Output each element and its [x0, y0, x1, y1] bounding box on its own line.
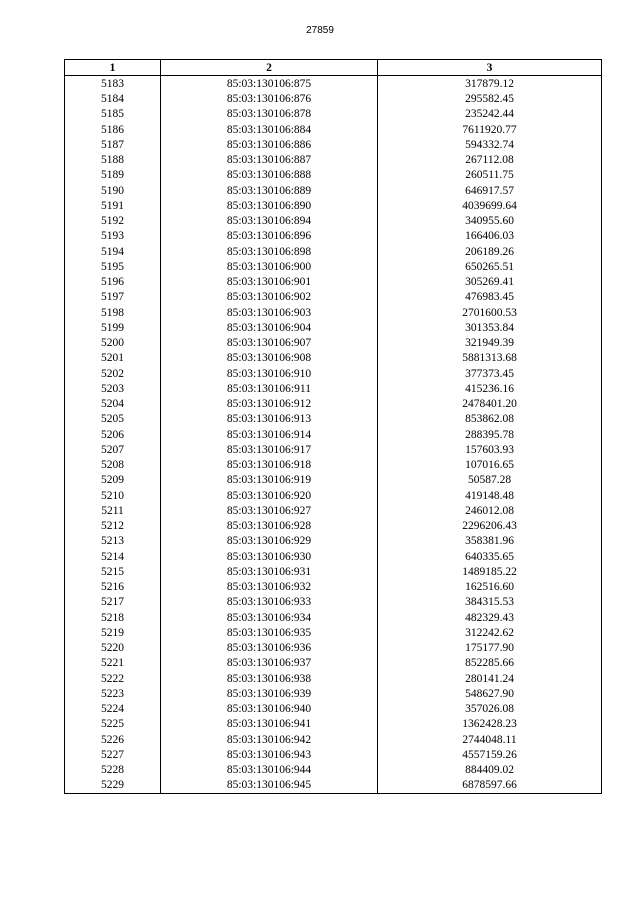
table-cell: 4557159.26 — [378, 747, 602, 762]
table-row — [65, 259, 602, 274]
table-cell: 85:03:130106:918 — [161, 458, 378, 473]
table-row — [65, 320, 602, 335]
table-cell: 85:03:130106:903 — [161, 305, 378, 320]
table-cell: 85:03:130106:878 — [161, 107, 378, 122]
table-cell: 85:03:130106:896 — [161, 229, 378, 244]
table-cell: 5203 — [65, 381, 161, 396]
table-cell: 1489185.22 — [378, 564, 602, 579]
table-cell: 548627.90 — [378, 686, 602, 701]
table-cell: 85:03:130106:876 — [161, 92, 378, 107]
table-row — [65, 122, 602, 137]
table-cell: 85:03:130106:928 — [161, 519, 378, 534]
table-row — [65, 686, 602, 701]
table-row — [65, 747, 602, 762]
table-row — [65, 732, 602, 747]
table-cell: 5200 — [65, 336, 161, 351]
table-row — [65, 305, 602, 320]
page-number: 27859 — [306, 25, 334, 36]
table-cell: 85:03:130106:894 — [161, 214, 378, 229]
table-cell: 7611920.77 — [378, 122, 602, 137]
table-cell: 852285.66 — [378, 656, 602, 671]
table-cell: 85:03:130106:938 — [161, 671, 378, 686]
table-row — [65, 336, 602, 351]
table-row — [65, 610, 602, 625]
table-cell: 85:03:130106:936 — [161, 641, 378, 656]
table-cell: 5186 — [65, 122, 161, 137]
table-cell: 267112.08 — [378, 153, 602, 168]
table-cell: 5189 — [65, 168, 161, 183]
table-cell: 175177.90 — [378, 641, 602, 656]
table-row — [65, 625, 602, 640]
table-cell: 5220 — [65, 641, 161, 656]
table-cell: 288395.78 — [378, 427, 602, 442]
table-row — [65, 473, 602, 488]
table-cell: 206189.26 — [378, 244, 602, 259]
table-cell: 415236.16 — [378, 381, 602, 396]
table-cell: 85:03:130106:900 — [161, 259, 378, 274]
table-header-row — [65, 60, 602, 76]
table-cell: 85:03:130106:884 — [161, 122, 378, 137]
table-cell: 301353.84 — [378, 320, 602, 335]
table-cell: 5183 — [65, 76, 161, 92]
table-cell: 884409.02 — [378, 763, 602, 778]
table-row — [65, 198, 602, 213]
table-cell: 5210 — [65, 488, 161, 503]
table-row — [65, 656, 602, 671]
table-cell: 85:03:130106:888 — [161, 168, 378, 183]
table-cell: 85:03:130106:914 — [161, 427, 378, 442]
table-cell: 5222 — [65, 671, 161, 686]
table-row — [65, 137, 602, 152]
table-row — [65, 381, 602, 396]
table-cell: 419148.48 — [378, 488, 602, 503]
table-row — [65, 290, 602, 305]
table-cell: 246012.08 — [378, 503, 602, 518]
column-header: 1 — [65, 60, 161, 76]
table-cell: 85:03:130106:934 — [161, 610, 378, 625]
table-cell: 594332.74 — [378, 137, 602, 152]
table-row — [65, 168, 602, 183]
table-cell: 85:03:130106:944 — [161, 763, 378, 778]
table-cell: 85:03:130106:913 — [161, 412, 378, 427]
table-cell: 358381.96 — [378, 534, 602, 549]
table-cell: 85:03:130106:917 — [161, 442, 378, 457]
table-cell: 5201 — [65, 351, 161, 366]
table-cell: 85:03:130106:945 — [161, 778, 378, 794]
table-cell: 107016.65 — [378, 458, 602, 473]
table-row — [65, 366, 602, 381]
table-cell: 85:03:130106:889 — [161, 183, 378, 198]
table-cell: 50587.28 — [378, 473, 602, 488]
table-cell: 5184 — [65, 92, 161, 107]
table-cell: 5185 — [65, 107, 161, 122]
table-cell: 1362428.23 — [378, 717, 602, 732]
table-cell: 85:03:130106:875 — [161, 76, 378, 92]
table-row — [65, 549, 602, 564]
table-cell: 4039699.64 — [378, 198, 602, 213]
table-row — [65, 671, 602, 686]
table-cell: 85:03:130106:939 — [161, 686, 378, 701]
table-cell: 85:03:130106:930 — [161, 549, 378, 564]
table-row — [65, 214, 602, 229]
table-cell: 5195 — [65, 259, 161, 274]
table-cell: 85:03:130106:941 — [161, 717, 378, 732]
table-cell: 260511.75 — [378, 168, 602, 183]
table-cell: 357026.08 — [378, 702, 602, 717]
table-cell: 5198 — [65, 305, 161, 320]
table-row — [65, 564, 602, 579]
table-row — [65, 442, 602, 457]
table-cell: 85:03:130106:943 — [161, 747, 378, 762]
table-cell: 85:03:130106:940 — [161, 702, 378, 717]
table-cell: 85:03:130106:898 — [161, 244, 378, 259]
table-cell: 5217 — [65, 595, 161, 610]
table-cell: 853862.08 — [378, 412, 602, 427]
table-cell: 476983.45 — [378, 290, 602, 305]
table-cell: 2296206.43 — [378, 519, 602, 534]
table-cell: 5206 — [65, 427, 161, 442]
table-cell: 295582.45 — [378, 92, 602, 107]
table-cell: 5229 — [65, 778, 161, 794]
table-cell: 5199 — [65, 320, 161, 335]
table-cell: 321949.39 — [378, 336, 602, 351]
table-cell: 2701600.53 — [378, 305, 602, 320]
table-cell: 157603.93 — [378, 442, 602, 457]
table-row — [65, 488, 602, 503]
table-cell: 85:03:130106:929 — [161, 534, 378, 549]
table-cell: 5202 — [65, 366, 161, 381]
table-row — [65, 503, 602, 518]
table-cell: 5188 — [65, 153, 161, 168]
table-cell: 85:03:130106:927 — [161, 503, 378, 518]
table-cell: 85:03:130106:911 — [161, 381, 378, 396]
table-cell: 5205 — [65, 412, 161, 427]
table-cell: 85:03:130106:932 — [161, 580, 378, 595]
table-cell: 650265.51 — [378, 259, 602, 274]
table-cell: 85:03:130106:890 — [161, 198, 378, 213]
table-cell: 5226 — [65, 732, 161, 747]
table-cell: 5208 — [65, 458, 161, 473]
table-row — [65, 229, 602, 244]
table-row — [65, 351, 602, 366]
table-cell: 5190 — [65, 183, 161, 198]
table-row — [65, 717, 602, 732]
table-cell: 384315.53 — [378, 595, 602, 610]
table-cell: 85:03:130106:886 — [161, 137, 378, 152]
table-row — [65, 534, 602, 549]
table-cell: 5204 — [65, 397, 161, 412]
data-table — [64, 59, 602, 794]
table-cell: 5214 — [65, 549, 161, 564]
table-cell: 5223 — [65, 686, 161, 701]
table-cell: 5187 — [65, 137, 161, 152]
table-cell: 5211 — [65, 503, 161, 518]
table-cell: 305269.41 — [378, 275, 602, 290]
table-cell: 85:03:130106:910 — [161, 366, 378, 381]
table-cell: 5218 — [65, 610, 161, 625]
table-cell: 6878597.66 — [378, 778, 602, 794]
table-cell: 5197 — [65, 290, 161, 305]
table-cell: 85:03:130106:933 — [161, 595, 378, 610]
table-cell: 85:03:130106:904 — [161, 320, 378, 335]
table-row — [65, 427, 602, 442]
table-cell: 5194 — [65, 244, 161, 259]
table-cell: 5221 — [65, 656, 161, 671]
table-row — [65, 153, 602, 168]
table-cell: 85:03:130106:901 — [161, 275, 378, 290]
table-cell: 5192 — [65, 214, 161, 229]
table-row — [65, 92, 602, 107]
table-row — [65, 458, 602, 473]
table-cell: 5881313.68 — [378, 351, 602, 366]
table-cell: 5224 — [65, 702, 161, 717]
table-row — [65, 107, 602, 122]
table-cell: 5207 — [65, 442, 161, 457]
table-row — [65, 641, 602, 656]
table-cell: 235242.44 — [378, 107, 602, 122]
table-cell: 482329.43 — [378, 610, 602, 625]
table-row — [65, 778, 602, 794]
table-cell: 5209 — [65, 473, 161, 488]
table-cell: 85:03:130106:907 — [161, 336, 378, 351]
table-body — [65, 76, 602, 794]
table-row — [65, 519, 602, 534]
table-cell: 5216 — [65, 580, 161, 595]
table-cell: 317879.12 — [378, 76, 602, 92]
table-row — [65, 183, 602, 198]
table-row — [65, 412, 602, 427]
table-cell: 85:03:130106:919 — [161, 473, 378, 488]
table-cell: 2744048.11 — [378, 732, 602, 747]
table-row — [65, 397, 602, 412]
table-row — [65, 702, 602, 717]
table-cell: 85:03:130106:887 — [161, 153, 378, 168]
column-header: 2 — [161, 60, 378, 76]
table-cell: 377373.45 — [378, 366, 602, 381]
table-cell: 5228 — [65, 763, 161, 778]
table-row — [65, 595, 602, 610]
table-cell: 5196 — [65, 275, 161, 290]
table-row — [65, 763, 602, 778]
table-cell: 162516.60 — [378, 580, 602, 595]
table-cell: 5219 — [65, 625, 161, 640]
table-cell: 5191 — [65, 198, 161, 213]
table-cell: 280141.24 — [378, 671, 602, 686]
table-cell: 166406.03 — [378, 229, 602, 244]
table-cell: 85:03:130106:912 — [161, 397, 378, 412]
table-cell: 85:03:130106:908 — [161, 351, 378, 366]
table-cell: 85:03:130106:920 — [161, 488, 378, 503]
table-cell: 5215 — [65, 564, 161, 579]
table-cell: 2478401.20 — [378, 397, 602, 412]
table-cell: 5225 — [65, 717, 161, 732]
table-cell: 85:03:130106:935 — [161, 625, 378, 640]
table-cell: 85:03:130106:942 — [161, 732, 378, 747]
table-row — [65, 580, 602, 595]
column-header: 3 — [378, 60, 602, 76]
table-row — [65, 275, 602, 290]
table-cell: 85:03:130106:937 — [161, 656, 378, 671]
table-cell: 5193 — [65, 229, 161, 244]
table-cell: 85:03:130106:931 — [161, 564, 378, 579]
table-row — [65, 244, 602, 259]
table-cell: 340955.60 — [378, 214, 602, 229]
table-cell: 85:03:130106:902 — [161, 290, 378, 305]
table-cell: 646917.57 — [378, 183, 602, 198]
table-cell: 312242.62 — [378, 625, 602, 640]
table-row — [65, 76, 602, 92]
table-cell: 5212 — [65, 519, 161, 534]
table-cell: 5227 — [65, 747, 161, 762]
table-cell: 5213 — [65, 534, 161, 549]
table-cell: 640335.65 — [378, 549, 602, 564]
